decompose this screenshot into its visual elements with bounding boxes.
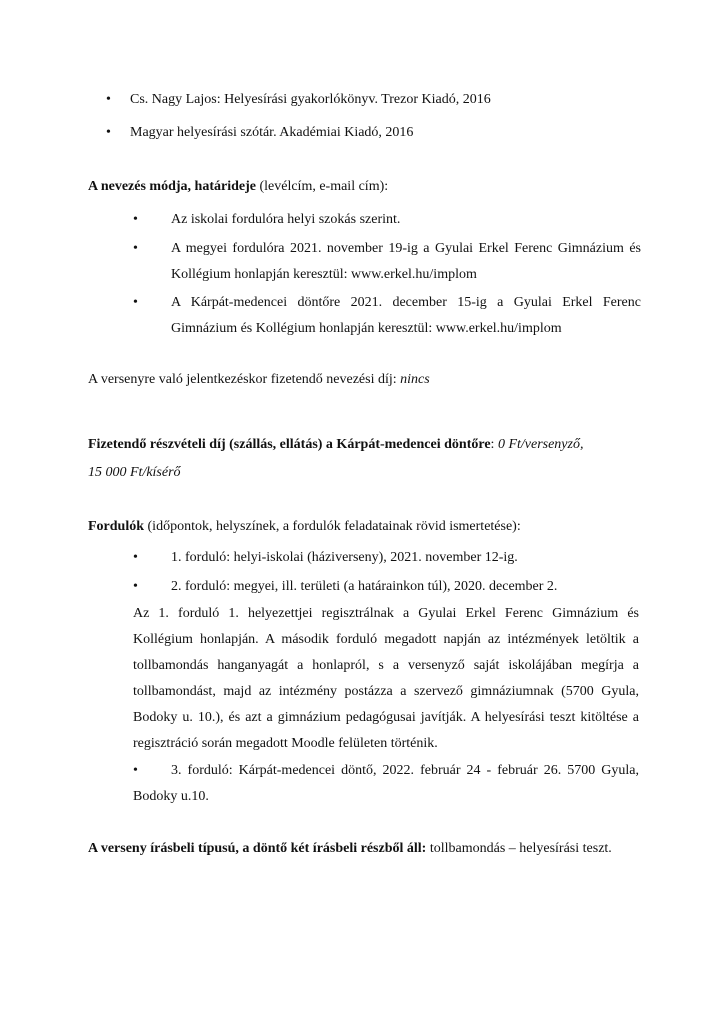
bullet-icon: • — [133, 550, 138, 565]
heading-rest: (levélcím, e-mail cím): — [255, 179, 389, 194]
nevezes-item: A megyei fordulóra 2021. november 19-ig a Gyulai Erkel Ferenc Gimnázium és Kollégium honlapján keresztül: www.erkel.hu/implom — [171, 241, 641, 282]
bullet-icon: • — [106, 92, 111, 107]
dij-value: nincs — [400, 372, 430, 387]
bullet-icon: • — [133, 241, 138, 256]
bullet-icon: • — [106, 125, 111, 140]
bullet-icon: • — [133, 295, 138, 310]
heading-bold: Fordulók — [88, 519, 145, 534]
section-heading-nevezes — [88, 174, 648, 200]
round-2: 2. forduló: megyei, ill. területi (a határainkon túl), 2020. december 2. — [171, 579, 558, 594]
round-3: 3. forduló: Kárpát-medencei döntő, 2022. február 24 - február 26. 5700 Gyula, Bodoky u.10. — [133, 763, 639, 804]
bullet-icon: • — [133, 763, 138, 778]
reszveteli-colon: : — [490, 437, 498, 452]
reszveteli-value-kisero: 15 000 Ft/kísérő — [88, 465, 181, 480]
nevezes-item: Az iskolai fordulóra helyi szokás szerint. — [171, 212, 401, 227]
verseny-label: A verseny írásbeli típusú, a döntő két írásbeli részből áll: — [88, 841, 427, 856]
nevezes-item: A Kárpát-medencei döntőre 2021. december 15-ig a Gyulai Erkel Ferenc Gimnázium és Kollégium honlapján keresztül: www.erkel.hu/implom — [171, 295, 641, 336]
heading-bold: A nevezés módja, határideje — [88, 179, 256, 194]
reszveteli-label: Fizetendő részvételi díj (szállás, ellátás) a Kárpát-medencei döntőre — [88, 437, 491, 452]
nevezesi-dij-line — [88, 367, 648, 393]
bullet-icon: • — [133, 579, 138, 594]
verseny-rest: tollbamondás – helyesírási teszt. — [426, 841, 612, 856]
reference-item: Cs. Nagy Lajos: Helyesírási gyakorlókönyv. Trezor Kiadó, 2016 — [130, 92, 491, 107]
bullet-icon: • — [133, 212, 138, 227]
reszveteli-value: 0 Ft/versenyző, — [497, 437, 584, 452]
round-1: 1. forduló: helyi-iskolai (háziverseny), 2021. november 12-ig. — [171, 550, 518, 565]
reszveteli-dij-line — [88, 432, 648, 458]
reszveteli-dij-line2 — [88, 460, 648, 486]
dij-label: A versenyre való jelentkezéskor fizetendő nevezési díj: — [88, 372, 401, 387]
round-2-description: Az 1. forduló 1. helyezettjei regisztrálnak a Gyulai Erkel Ferenc Gimnázium és Kollégium honlapján. A második forduló megadott napján az intézmények letöltik a tollbamondás hanganyagát a honlapról, s a versenyző saját iskolájában megírja a tollbamondást, majd az intézmény postázza a szervező gimnáziumnak (5700 Gyula, Bodoky u. 10.), és azt a gimnázium pedagógusai javítják. A helyesírási teszt kitöltése a regisztráció során megadott Moodle felületen történik. — [133, 606, 639, 751]
section-heading-fordulok — [88, 514, 648, 540]
verseny-line — [88, 836, 668, 862]
heading-rest: (időpontok, helyszínek, a fordulók feladatainak rövid ismertetése): — [144, 519, 521, 534]
reference-item: Magyar helyesírási szótár. Akadémiai Kiadó, 2016 — [130, 125, 414, 140]
